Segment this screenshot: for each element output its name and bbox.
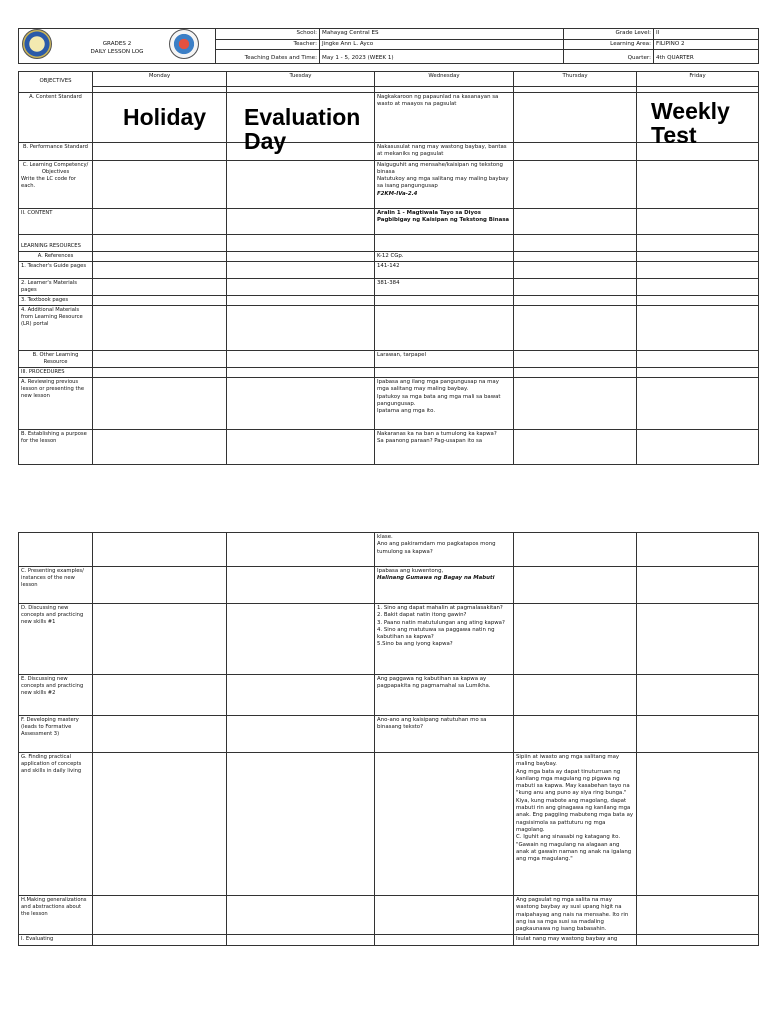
establishing-wed-2: Sa paanong paraan? Pag-usapan ito sa: [377, 438, 483, 445]
teachers-guide-label: 1. Teacher's Guide pages: [19, 261, 93, 278]
dates-value: May 1 - 5, 2023 (WEEK 1): [320, 50, 564, 64]
mastery-label: F. Developing mastery (leads to Formative Assessment 3): [19, 716, 93, 753]
story-title: Halinang Gumawa ng Bagay na Mabuti: [377, 575, 495, 582]
table-row: [19, 278, 759, 295]
procedures-label: III. PROCEDURES: [19, 367, 93, 377]
table-row: [19, 567, 759, 604]
competency-wed-1: Naiguguhit ang mensahe/kaisipan ng tekstong binasa: [377, 161, 503, 175]
log-title-1: GRADES 2: [102, 41, 132, 47]
header-logo-cell: [19, 29, 216, 64]
competency-label: C. Learning Competency/ Objectives: [22, 161, 89, 175]
question-5: 5.Sino ba ang iyong kapwa?: [377, 641, 453, 648]
references-wed: K-12 CGp.: [375, 251, 514, 261]
table-row: [19, 305, 759, 350]
generalization-thu: Ang pagsulat ng mga salita na may wastong baybay ay susi upang higit na maipahayag ang nais na mensahe. Ito rin ang isa sa mga susi sa madaling pagkaunawa ng isang babasahin.: [514, 896, 637, 935]
establishing-label: B. Establishing a purpose for the lesson: [19, 429, 93, 464]
establishing-cont-1: klase.: [377, 534, 393, 540]
school-value: Mahayag Central ES: [320, 29, 564, 40]
holiday-label: Holiday: [123, 104, 207, 130]
generalization-label: H.Making generalizations and abstractions about the lesson: [19, 896, 93, 935]
tuesday-header: Tuesday: [227, 72, 375, 87]
additional-materials-label: 4. Additional Materials from Learning Resource (LR) portal: [19, 305, 93, 350]
teacher-value: Jingke Ann L. Ayco: [320, 39, 564, 50]
grade-label: Grade Level:: [564, 29, 654, 40]
learners-materials-wed: 381-384: [375, 278, 514, 295]
table-row: [19, 208, 759, 234]
content-standard-label: A. Content Standard: [19, 93, 93, 143]
objectives-header: OBJECTIVES: [19, 72, 93, 93]
content-wed: Aralin 1 - Magtiwala Tayo sa Diyos Pagbibigay ng Kaisipan ng Tekstong Binasa: [375, 208, 514, 234]
performance-standard-label: B. Performance Standard: [19, 143, 93, 161]
learners-materials-label: 2. Learner's Materials pages: [19, 278, 93, 295]
school-label: School:: [216, 29, 320, 40]
evaluation-day-label: Evaluation Day: [244, 104, 361, 155]
table-row: [19, 377, 759, 429]
table-row: [19, 367, 759, 377]
wednesday-header: Wednesday: [375, 72, 514, 87]
table-row: [19, 753, 759, 896]
thursday-header: Thursday: [514, 72, 637, 87]
discussing-1-label: D. Discussing new concepts and practicing new skills #1: [19, 604, 93, 675]
table-row: [19, 533, 759, 567]
other-resource-label: B. Other Learning Resource: [19, 350, 93, 367]
table-row: [19, 604, 759, 675]
area-value: FILIPINO 2: [654, 39, 759, 50]
lc-code: F2KM-IVa-2.4: [377, 190, 418, 197]
content-standard-wed: Nagkakaroon ng papaunlad na kasanayan sa wasto at maayos na pagsulat: [375, 93, 514, 143]
table-row: [19, 295, 759, 305]
table-row: [19, 429, 759, 464]
competency-wed-2: Natutukoy ang mga salitang may maling baybay sa isang pangungusap: [377, 176, 509, 190]
table-row: [19, 675, 759, 716]
competency-label-note: Write the LC code for each.: [21, 175, 76, 189]
application-thu-4: ang mga magulang.": [516, 856, 573, 863]
evaluating-label: I. Evaluating: [19, 935, 93, 946]
question-1: 1. Sino ang dapat mahalin at pagmalasakitan?: [377, 605, 503, 611]
monday-header: Monday: [93, 72, 227, 87]
lesson-table-page-1: [18, 71, 759, 465]
reviewing-wed-1: Ipabasa ang ilang mga pangungusap na may mga salitang may maling baybay.: [377, 378, 499, 393]
grade-value: II: [654, 29, 759, 40]
area-label: Learning Area:: [564, 39, 654, 50]
establishing-wed-1: Nakaranas ka na ban a tumulong ka kapwa?: [377, 430, 497, 437]
references-label: A. References: [19, 251, 93, 261]
discussing-2-label: E. Discussing new concepts and practicing new skills #2: [19, 675, 93, 716]
dates-label: Teaching Dates and Time:: [216, 50, 320, 64]
teacher-label: Teacher:: [216, 39, 320, 50]
quarter-value: 4th QUARTER: [654, 50, 759, 64]
question-2: 2. Bakit dapat natin itong gawin?: [377, 612, 467, 619]
application-label: G. Finding practical application of concepts and skills in daily living: [19, 753, 93, 896]
reviewing-wed-2: Ipatukoy sa mga bata ang mga mali sa bawat pangungusap.: [377, 393, 501, 407]
table-row: [19, 716, 759, 753]
quarter-label: Quarter:: [564, 50, 654, 64]
table-row: [19, 251, 759, 261]
reviewing-wed-3: Ipatama ang mga ito.: [377, 408, 436, 415]
application-thu-2: Ang mga bata ay dapat tinuturruan ng kanilang mga magulang ng pigawa ng mabuti sa kapwa. May kasabehan tayo na "kung anu ang puno ay siya ring bunga." Kiya, kung mabote ang magolang, dapat mabuti rin ang ginagawa ng kanilang mga anak. Eng paggiing mabuteng mga bata ay nagsisimola sa pattuturu ng mga magolang.: [516, 768, 634, 833]
presenting-wed-1: Ipabasa ang kuwentong,: [377, 568, 444, 574]
teachers-guide-wed: 141-142: [375, 261, 514, 278]
table-row: [19, 350, 759, 367]
mastery-wed: Ano-ano ang kaisipang natutuhan mo sa binasang teksto?: [375, 716, 514, 753]
establishing-cont-2: Ano ang pakiramdam mo pagkatapos mong tumulong sa kapwa?: [377, 541, 496, 555]
content-label: II. CONTENT: [19, 208, 93, 234]
table-row: [19, 143, 759, 161]
header-table: [18, 28, 759, 64]
application-thu-1: Sipiin at iwasto ang mga salitang may maling baybay.: [516, 754, 620, 768]
other-resource-wed: Larawan, tarpapel: [375, 350, 514, 367]
reviewing-label: A. Reviewing previous lesson or presenting the new lesson: [19, 377, 93, 429]
log-title-2: DAILY LESSON LOG: [90, 48, 144, 55]
table-row: [19, 935, 759, 946]
learning-resources-label: LEARNING RESOURCES: [19, 234, 93, 251]
performance-standard-wed: Nakasusulat nang may wastong baybay, bantas at mekaniks ng pagsulat: [375, 143, 514, 161]
textbook-label: 3. Textbook pages: [19, 295, 93, 305]
table-row: [19, 160, 759, 208]
friday-header: Friday: [637, 72, 759, 87]
discussing-2-wed: Ang paggawa ng kabutihan sa kapwa ay pagpapakita ng pagmamahal sa Lumikha.: [375, 675, 514, 716]
weekly-test-label: Weekly Test: [651, 98, 730, 149]
question-3: 3. Paano natin matutulungan ang ating kapwa?: [377, 619, 505, 626]
presenting-label: C. Presenting examples/ instances of the new lesson: [19, 567, 93, 604]
question-4: 4. Sino ang matutuwa sa paggawa natin ng kabutihan sa kapwa?: [377, 626, 495, 641]
table-row: [19, 234, 759, 251]
evaluating-thu: Isulat nang may wastong baybay ang: [514, 935, 637, 946]
lesson-table-page-2: [18, 532, 759, 946]
table-row: [19, 261, 759, 278]
application-thu-3: C. Iguhit ang sinasabi ng katagang ito. "Gawain ng magulang na alagaan ang anak at gawain naman ng anak na igalang: [516, 834, 632, 855]
table-row: [19, 896, 759, 935]
